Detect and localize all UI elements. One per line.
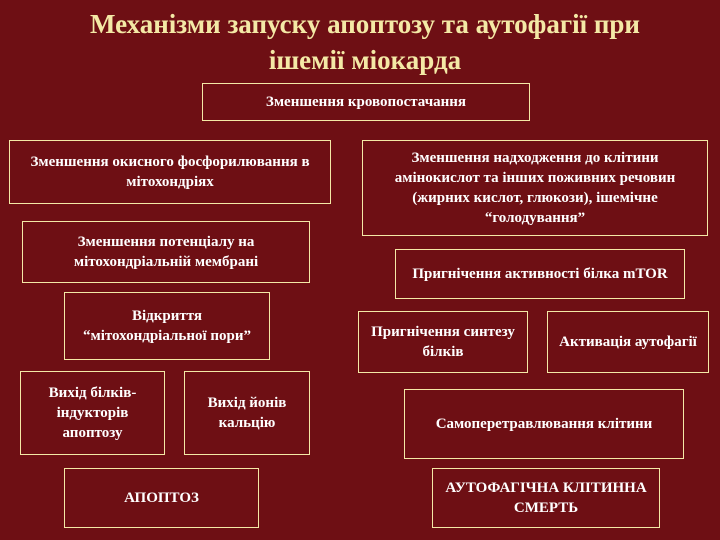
diagram-title-line-1: Механізми запуску апоптозу та аутофагії при bbox=[90, 9, 640, 39]
box-reduced-membrane-potential-label: Зменшення потенціалу на мітохондріальній мембрані bbox=[73, 234, 259, 270]
box-autophagy-activation-label: Активація аутофагії bbox=[559, 334, 697, 350]
box-mtor-inhibition bbox=[395, 249, 685, 299]
box-mtor-inhibition-label: Пригнічення активності білка mTOR bbox=[412, 266, 668, 282]
box-mitochondrial-pore-opening-label: Відкриття “мітохондріальної пори” bbox=[82, 308, 252, 344]
box-cell-self-digestion bbox=[404, 389, 684, 459]
box-reduced-nutrient-supply bbox=[362, 140, 708, 236]
box-apoptosis bbox=[64, 468, 259, 528]
box-apoptosis-label: АПОПТОЗ bbox=[124, 490, 199, 506]
box-autophagic-cell-death-label: АУТОФАГІЧНА КЛІТИННА СМЕРТЬ bbox=[445, 480, 647, 516]
box-calcium-ions-release-label: Вихід йонів кальцію bbox=[207, 395, 287, 431]
box-protein-synthesis-inhibition bbox=[358, 311, 528, 373]
diagram-title-line-2: ішемії міокарда bbox=[268, 45, 462, 75]
box-reduced-oxidative-phosphorylation bbox=[9, 140, 331, 204]
box-autophagic-cell-death bbox=[432, 468, 660, 528]
box-cell-self-digestion-label: Самоперетравлювання клітини bbox=[435, 416, 653, 432]
box-reduced-oxidative-phosphorylation-label: Зменшення окисного фосфорилювання в мітохондріях bbox=[30, 154, 310, 190]
box-calcium-ions-release bbox=[184, 371, 310, 455]
box-reduced-nutrient-supply-label: Зменшення надходження до клітини амінокислот та інших поживних речовин (жирних кислот, глюкози), ішемічне “голодування” bbox=[394, 150, 676, 226]
box-reduced-blood-supply-label: Зменшення кровопостачання bbox=[265, 94, 467, 110]
box-mitochondrial-pore-opening bbox=[64, 292, 270, 360]
box-apoptosis-inducers-release bbox=[20, 371, 165, 455]
box-autophagy-activation bbox=[547, 311, 709, 373]
box-reduced-blood-supply bbox=[202, 83, 530, 121]
box-apoptosis-inducers-release-label: Вихід білків-індукторів апоптозу bbox=[48, 385, 137, 441]
box-reduced-membrane-potential bbox=[22, 221, 310, 283]
box-protein-synthesis-inhibition-label: Пригнічення синтезу білків bbox=[371, 324, 515, 360]
